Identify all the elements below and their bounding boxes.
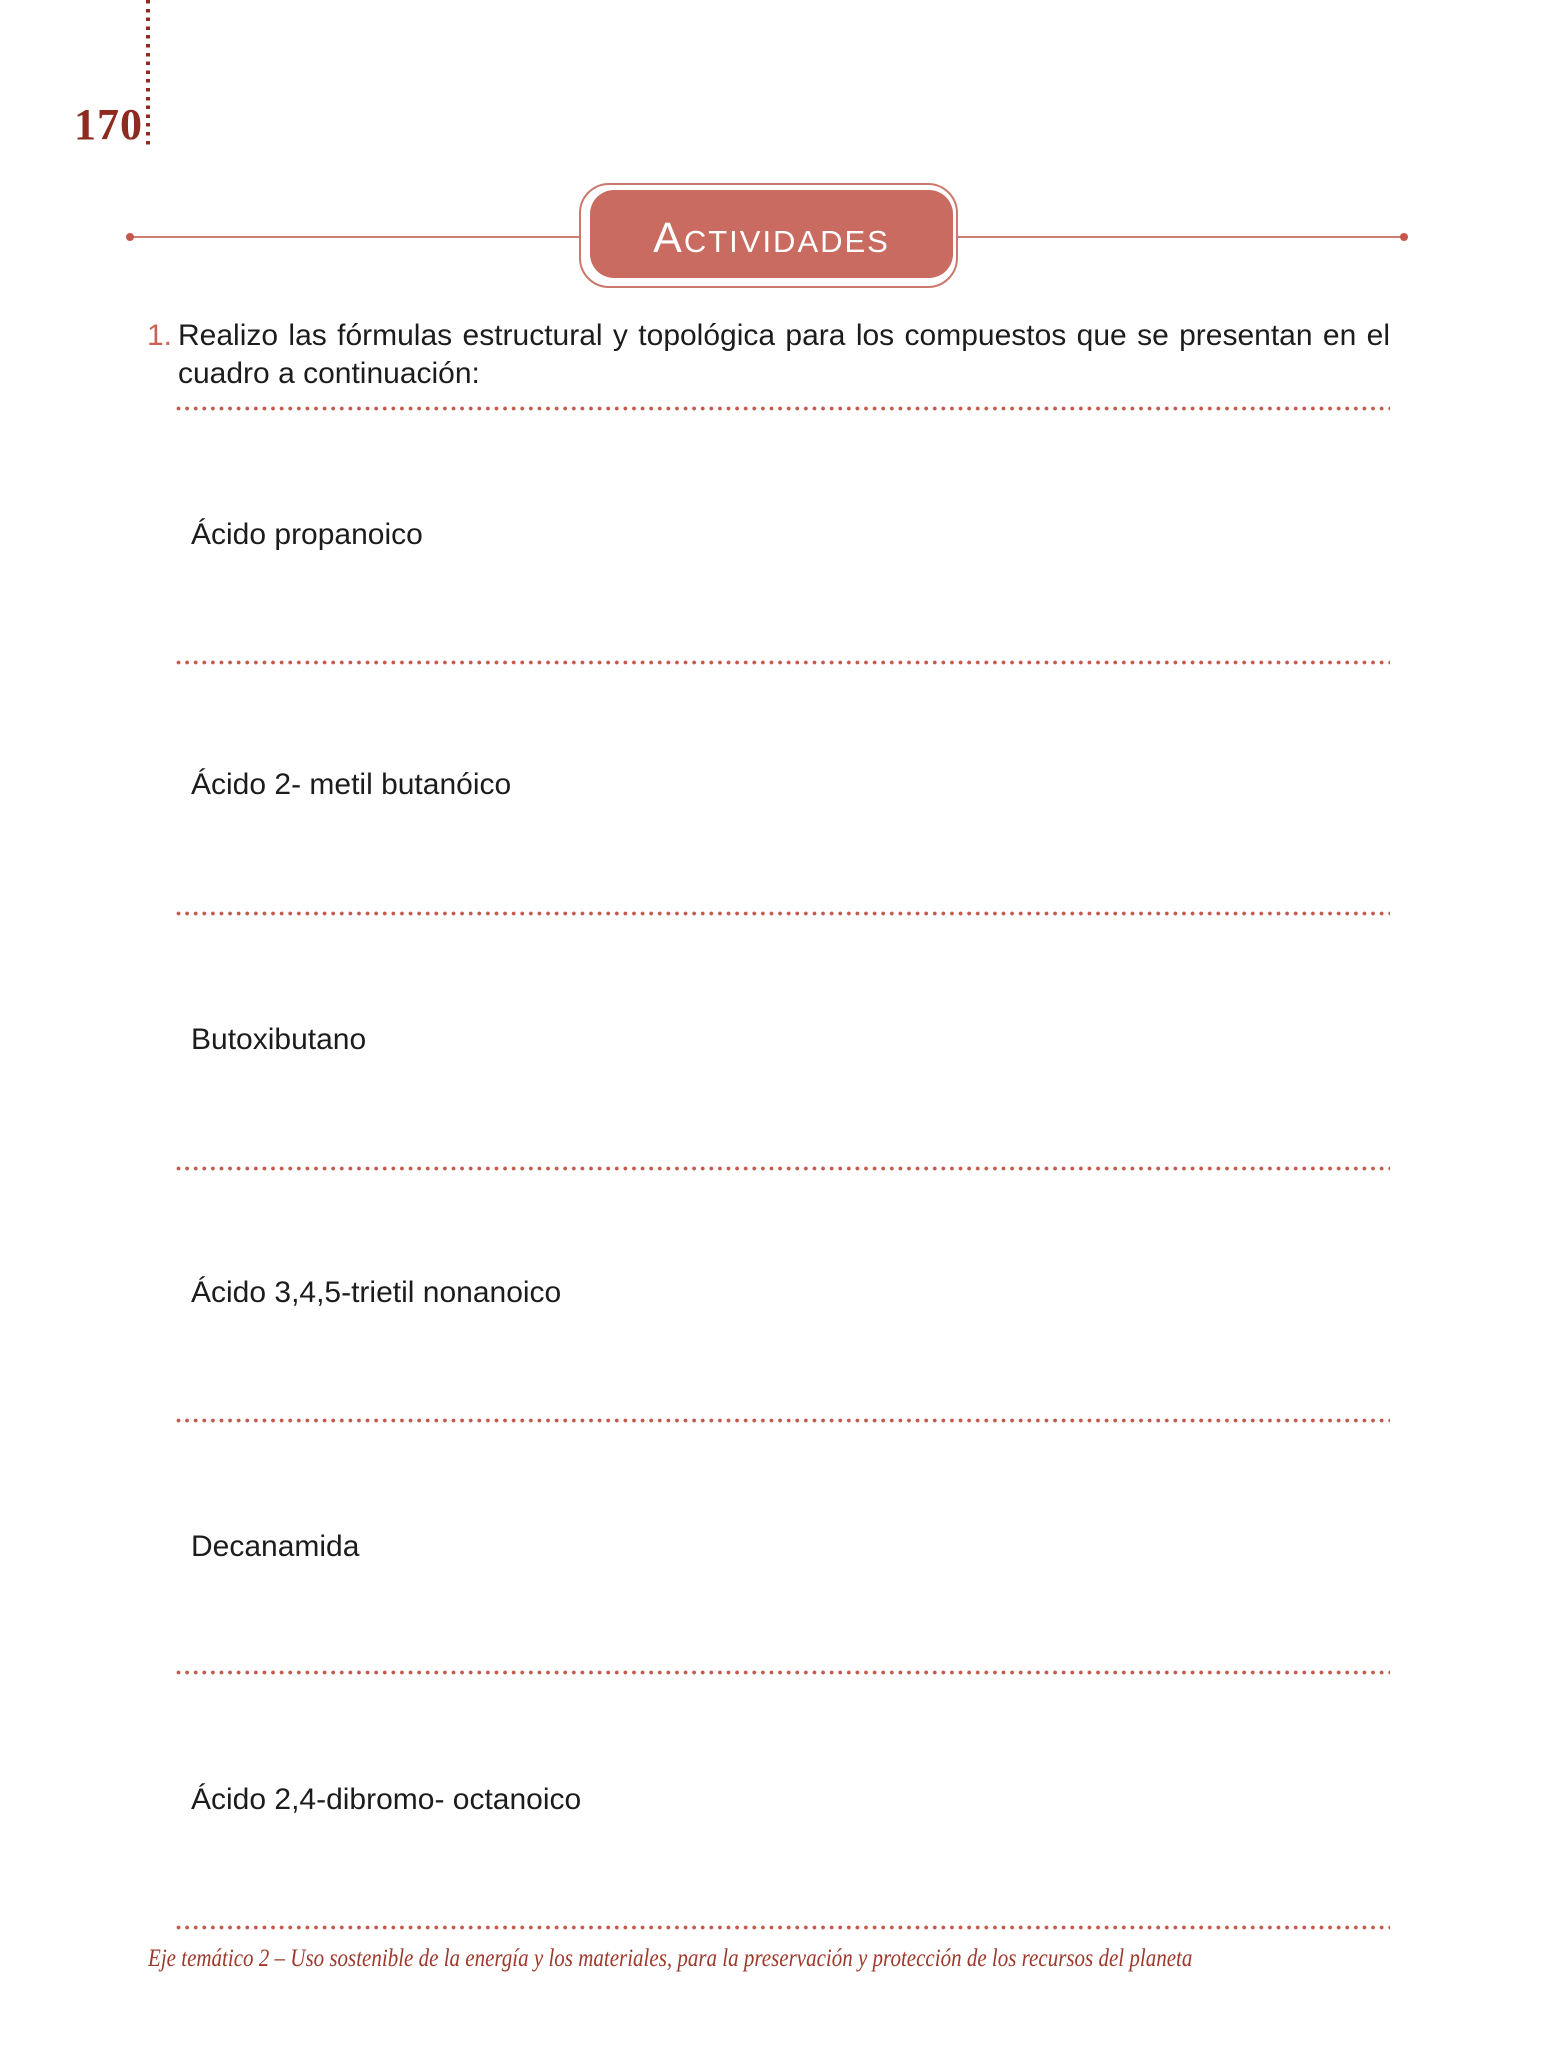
- compound-label-butoxibutano: Butoxibutano: [191, 1023, 367, 1056]
- activities-banner: [590, 190, 953, 278]
- answer-separator: [176, 406, 1390, 411]
- answer-separator: [176, 1418, 1390, 1423]
- activities-banner-label-rest: CTIVIDADES: [683, 223, 890, 259]
- margin-dotted-rule: [146, 0, 150, 147]
- activity-instruction-line-2: cuadro a continuación:: [178, 357, 480, 390]
- activities-banner-label-initial: A: [653, 213, 684, 262]
- activity-number: 1.: [147, 319, 173, 352]
- divider-endpoint-right-icon: [1400, 233, 1408, 241]
- compound-label-acido-propanoico: Ácido propanoico: [191, 518, 423, 551]
- compound-label-decanamida: Decanamida: [191, 1530, 360, 1563]
- page-number: 170: [74, 100, 143, 149]
- answer-separator: [176, 660, 1390, 665]
- answer-separator: [176, 1925, 1390, 1930]
- compound-label-acido-2-metil-butanoico: Ácido 2- metil butanóico: [191, 768, 512, 801]
- activity-instruction: [178, 317, 1390, 393]
- answer-separator: [176, 1166, 1390, 1171]
- compound-label-acido-24-dibromo-octanoico: Ácido 2,4-dibromo- octanoico: [191, 1783, 582, 1816]
- activity-instruction-line-1: Realizo las fórmulas estructural y topológica para los compuestos que se presentan en el: [178, 319, 1390, 352]
- activity-item-1: [147, 317, 1390, 393]
- activities-banner-label: [653, 209, 890, 260]
- activities-banner-fill: [590, 190, 953, 278]
- answer-separator: [176, 1670, 1390, 1675]
- page-footer: Eje temático 2 – Uso sostenible de la energía y los materiales, para la preservación y protección de los recursos del planeta: [148, 1945, 1193, 1972]
- compound-label-acido-345-trietil-nonanoico: Ácido 3,4,5-trietil nonanoico: [191, 1276, 562, 1309]
- divider-endpoint-left-icon: [126, 233, 134, 241]
- answer-separator: [176, 911, 1390, 916]
